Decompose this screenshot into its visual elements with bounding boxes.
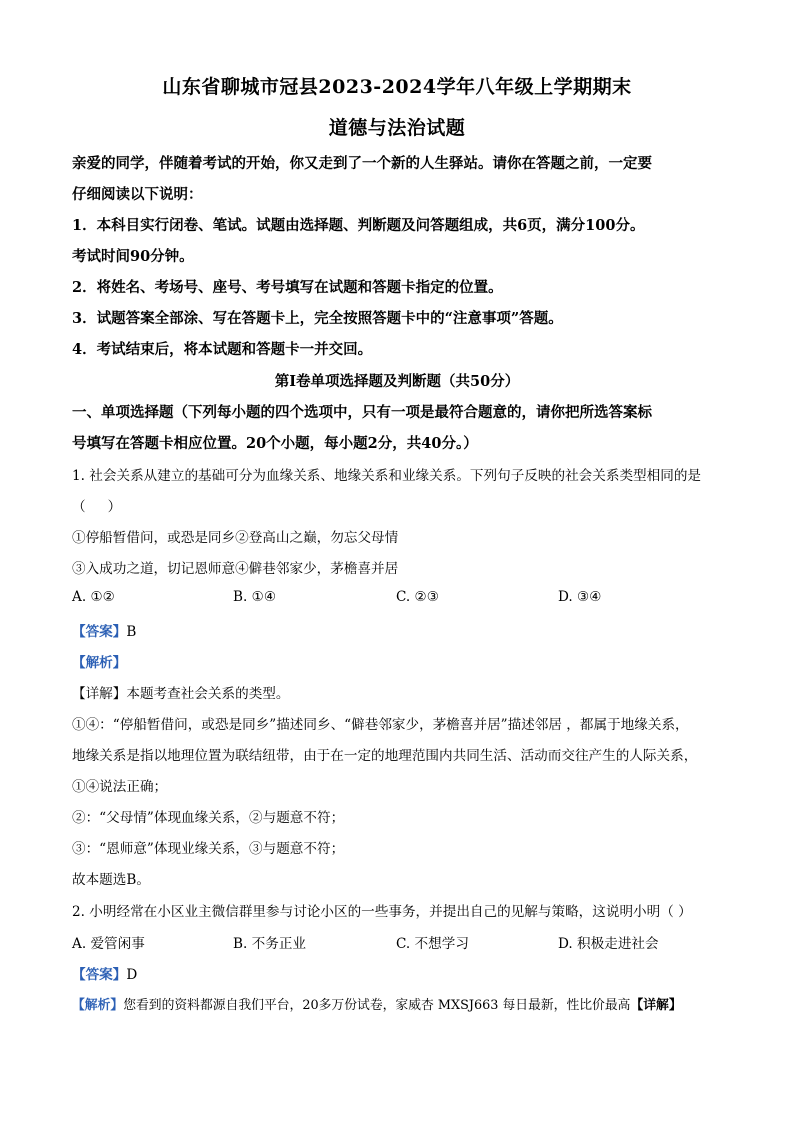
section-title: 第Ⅰ卷单项选择题及判断题（共50分） <box>274 373 520 390</box>
q1-explain-3: ①④说法正确； <box>72 779 168 795</box>
answer-value: D <box>126 967 138 983</box>
q2-option-d: D. 积极走进社会 <box>558 936 659 952</box>
instruction-1-cont: 考试时间90分钟。 <box>72 248 194 265</box>
q1-statements-2: ③入成功之道，切记恩师意④僻巷邻家少，茅檐喜并居 <box>72 561 399 577</box>
q1-explain-4: ②：“父母情”体现血缘关系，②与题意不符； <box>72 810 345 826</box>
exam-subtitle: 道德与法治试题 <box>328 117 466 139</box>
q1-analysis <box>72 651 126 671</box>
answer-value: B <box>126 624 137 640</box>
part1-heading-line-1: 一、单项选择题（下列每小题的四个选项中，只有一项是最符合题意的，请你把所选答案标 <box>72 404 652 421</box>
q2-option-c: C. 不想学习 <box>396 936 469 952</box>
bracket-close: ） <box>107 499 122 515</box>
detail-tag: 【详解】 <box>72 686 127 702</box>
exam-title: 山东省聊城市冠县2023-2024学年八年级上学期期末 <box>162 76 632 98</box>
q2-option-b: B. 不务正业 <box>233 936 307 952</box>
analysis-tag: 【解析】 <box>72 998 124 1013</box>
q1-detail <box>72 682 290 702</box>
q1-explain-2: 地缘关系是指以地理位置为联结纽带，由于在一定的地理范围内共同生活、活动而交往产生的人际关系， <box>72 748 698 764</box>
q2-analysis-footer <box>72 994 682 1013</box>
q1-option-c: C. ②③ <box>396 589 439 605</box>
q1-answer-bracket <box>72 495 121 515</box>
q1-stem: 1. 社会关系从建立的基础可分为血缘关系、地缘关系和业缘关系。下列句子反映的社会关系类型相同的是 <box>72 468 702 484</box>
instruction-3: 3．试题答案全部涂、写在答题卡上，完全按照答题卡中的“注意事项”答题。 <box>72 310 563 327</box>
q1-answer <box>72 620 136 640</box>
intro-line-2: 仔细阅读以下说明： <box>72 186 203 203</box>
q1-explain-5: ③：“恩师意”体现业缘关系，③与题意不符； <box>72 841 345 857</box>
footer-ad-text: 您看到的资料都源自我们平台，20多万份试卷，家威杏 MXSJ663 每日最新，性比价最高 <box>123 998 631 1013</box>
part1-heading-line-2: 号填写在答题卡相应位置。20个小题，每小题2分，共40分。） <box>72 435 478 452</box>
q1-option-d: D. ③④ <box>558 589 602 605</box>
q1-explain-1: ①④：“停船暂借问，或恐是同乡”描述同乡、“僻巷邻家少，茅檐喜并居”描述邻居 ，都属于地缘关系， <box>72 717 689 733</box>
q1-option-a: A. ①② <box>72 589 115 605</box>
intro-line-1: 亲爱的同学，伴随着考试的开始，你又走到了一个新的人生驿站。请你在答题之前，一定要 <box>72 155 652 172</box>
instruction-2: 2．将姓名、考场号、座号、考号填写在试题和答题卡指定的位置。 <box>72 279 503 296</box>
q1-explain-6: 故本题选B。 <box>72 872 150 888</box>
detail-text: 本题考查社会关系的类型。 <box>126 686 290 702</box>
q2-stem: 2. 小明经常在小区业主微信群里参与讨论小区的一些事务，并提出自己的见解与策略，这说明小明（ ） <box>72 904 692 920</box>
analysis-tag: 【解析】 <box>72 655 127 671</box>
answer-tag: 【答案】 <box>72 624 127 640</box>
q1-option-b: B. ①④ <box>233 589 277 605</box>
bracket-open: （ <box>72 499 86 515</box>
q2-answer <box>72 963 137 983</box>
q1-statements-1: ①停船暂借问，或恐是同乡②登高山之巅，勿忘父母情 <box>72 530 399 546</box>
q2-option-a: A. 爱管闲事 <box>72 936 145 952</box>
instruction-1: 1．本科目实行闭卷、笔试。试题由选择题、判断题及问答题组成，共6页，满分100分。 <box>72 217 645 234</box>
instruction-4: 4．考试结束后，将本试题和答题卡一并交回。 <box>72 341 373 358</box>
footer-detail-tag: 【详解】 <box>630 998 682 1013</box>
answer-tag: 【答案】 <box>72 967 127 983</box>
